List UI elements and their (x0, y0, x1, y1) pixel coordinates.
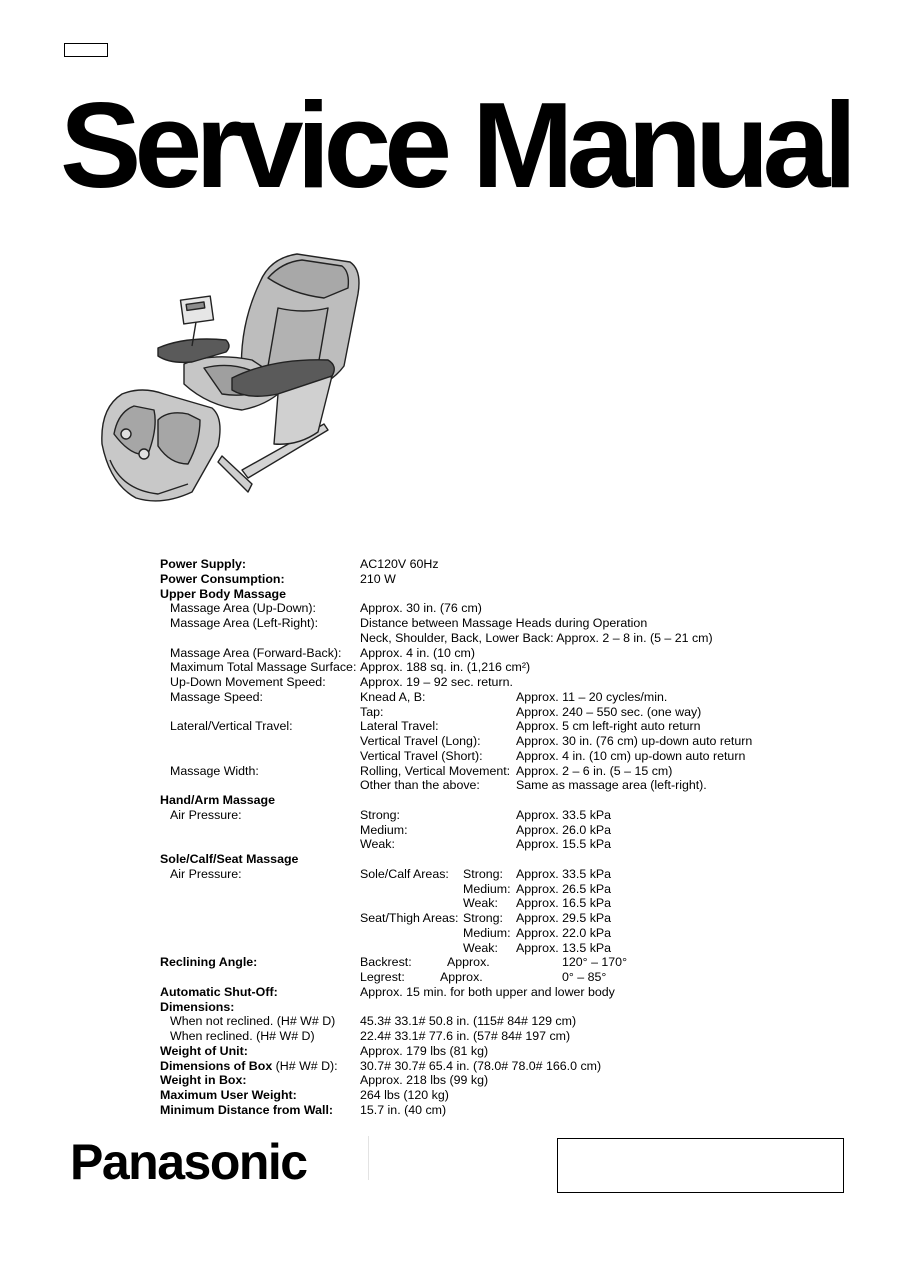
spec-label: Maximum Total Massage Surface: (170, 660, 357, 675)
spec-section-hand-arm (160, 793, 760, 808)
spec-value: Neck, Shoulder, Back, Lower Back: Approx. 2 – 8 in. (5 – 21 cm) (360, 630, 713, 645)
spec-section-upper-body (160, 587, 760, 602)
spec-row-hand-medium (160, 823, 760, 838)
spec-label: Maximum User Weight: (160, 1088, 297, 1102)
spec-value: Approx. 16.5 kPa (516, 896, 612, 911)
spec-sublabel: Approx. (440, 970, 483, 984)
spec-label: Massage Speed: (170, 689, 263, 704)
spec-row-sole-medium (160, 882, 760, 897)
spec-row-not-reclined (160, 1014, 760, 1029)
spec-row-updown-speed (160, 675, 760, 690)
section-heading: Upper Body Massage (160, 586, 287, 601)
spec-value: Approx. 179 lbs (81 kg) (360, 1043, 489, 1058)
spec-value: Approx. 5 cm left-right auto return (516, 719, 701, 734)
spec-sublabel: Tap: (360, 704, 384, 719)
spec-sublabel: Rolling, Vertical Movement: (360, 763, 511, 778)
spec-sublabel: Medium: (463, 925, 511, 940)
spec-row-travel-vlong (160, 734, 760, 749)
spec-value: Approx. 2 – 6 in. (5 – 15 cm) (516, 763, 673, 778)
spec-value: Approx. 30 in. (76 cm) (360, 601, 482, 616)
spec-value: Approx. 13.5 kPa (516, 940, 612, 955)
spec-value: Approx. 240 – 550 sec. (one way) (516, 704, 702, 719)
spec-table (160, 557, 760, 1118)
spec-label: Lateral/Vertical Travel: (170, 719, 293, 734)
spec-label: Automatic Shut-Off: (160, 984, 278, 999)
model-number-box (557, 1138, 844, 1193)
spec-sublabel: Knead A, B: (360, 689, 426, 704)
logo-divider (368, 1136, 369, 1180)
spec-label: Massage Area (Up-Down): (170, 601, 316, 616)
spec-value: Distance between Massage Heads during Operation (360, 616, 648, 630)
spec-row-sole-strong (160, 867, 760, 882)
spec-label: Up-Down Movement Speed: (170, 675, 326, 689)
spec-label: Minimum Distance from Wall: (160, 1102, 334, 1117)
spec-row-travel-vshort (160, 749, 760, 764)
spec-row-total-surface (160, 660, 760, 675)
spec-sublabel: Seat/Thigh Areas: (360, 911, 459, 925)
spec-label: Power Consumption: (160, 571, 285, 586)
spec-label-rest: (H# W# D): (272, 1058, 338, 1073)
panasonic-logo: Panasonic (70, 1134, 307, 1190)
spec-row-weight-unit (160, 1044, 760, 1059)
spec-row-max-user (160, 1088, 760, 1103)
spec-label: Air Pressure: (170, 807, 242, 822)
spec-row-speed-knead (160, 690, 760, 705)
spec-value: Approx. 33.5 kPa (516, 807, 612, 822)
spec-row-seat-weak (160, 941, 760, 956)
spec-sublabel: Backrest: (360, 955, 412, 970)
spec-sublabel: Other than the above: (360, 778, 480, 793)
spec-row-power-supply (160, 557, 760, 572)
spec-value: Approx. 4 in. (10 cm) up-down auto return (516, 748, 746, 763)
spec-row-shutoff (160, 985, 760, 1000)
spec-label: Massage Area (Forward-Back): (170, 645, 342, 660)
spec-row-seat-medium (160, 926, 760, 941)
spec-row-width-other (160, 778, 760, 793)
spec-row-reclined (160, 1029, 760, 1044)
spec-value: Approx. 29.5 kPa (516, 911, 612, 925)
spec-label (160, 1059, 338, 1074)
spec-value: Approx. 19 – 92 sec. return. (360, 675, 513, 689)
spec-label: Massage Width: (170, 763, 259, 778)
spec-sublabel: Strong: (463, 866, 503, 881)
spec-value: Approx. 33.5 kPa (516, 866, 612, 881)
spec-value: 264 lbs (120 kg) (360, 1088, 449, 1102)
spec-value: 0° – 85° (562, 970, 607, 984)
spec-row-hand-strong (160, 808, 760, 823)
spec-value: Approx. 188 sq. in. (1,216 cm²) (360, 660, 531, 675)
massage-chair-illustration (92, 248, 374, 506)
spec-row-speed-tap (160, 705, 760, 720)
spec-sublabel: Vertical Travel (Long): (360, 734, 481, 748)
spec-value: Approx. 15 min. for both upper and lower body (360, 984, 615, 999)
spec-row-box-dimensions (160, 1059, 760, 1074)
spec-row-hand-weak (160, 837, 760, 852)
top-label-box (64, 43, 108, 57)
spec-row-power-consumption (160, 572, 760, 587)
spec-row-travel-lateral (160, 719, 760, 734)
spec-row-backrest (160, 955, 760, 970)
spec-row-area-fb (160, 646, 760, 661)
spec-row-seat-strong (160, 911, 760, 926)
spec-value: Approx. 4 in. (10 cm) (360, 645, 476, 660)
spec-sublabel: Vertical Travel (Short): (360, 748, 483, 763)
spec-section-dimensions (160, 1000, 760, 1015)
spec-value: Approx. 30 in. (76 cm) up-down auto return (516, 734, 753, 748)
section-heading: Dimensions: (160, 999, 235, 1014)
spec-row-area-lr (160, 616, 760, 631)
spec-sublabel: Strong: (360, 807, 400, 822)
spec-row-sole-weak (160, 896, 760, 911)
spec-sublabel: Medium: (360, 822, 408, 837)
spec-label: Reclining Angle: (160, 955, 258, 970)
spec-value: Same as massage area (left-right). (516, 778, 707, 793)
spec-sublabel: Weak: (360, 837, 395, 852)
spec-value: AC120V 60Hz (360, 557, 439, 571)
spec-value: 120° – 170° (562, 955, 628, 970)
spec-label-bold: Dimensions of Box (160, 1058, 273, 1073)
spec-row-weight-box (160, 1073, 760, 1088)
spec-sublabel: Sole/Calf Areas: (360, 866, 449, 881)
spec-value: Approx. 11 – 20 cycles/min. (516, 689, 668, 704)
spec-label: When reclined. (H# W# D) (170, 1029, 315, 1043)
spec-row-area-ud (160, 601, 760, 616)
spec-row-width-rolling (160, 764, 760, 779)
spec-row-min-wall (160, 1103, 760, 1118)
spec-value: Approx. 15.5 kPa (516, 837, 612, 852)
section-heading: Sole/Calf/Seat Massage (160, 852, 299, 866)
spec-value: 210 W (360, 571, 396, 586)
spec-sublabel: Approx. (447, 955, 490, 970)
spec-label: When not reclined. (H# W# D) (170, 1014, 336, 1029)
spec-row-legrest (160, 970, 760, 985)
section-heading: Hand/Arm Massage (160, 793, 275, 807)
spec-label: Weight of Unit: (160, 1043, 248, 1058)
spec-value: 30.7# 30.7# 65.4 in. (78.0# 78.0# 166.0 cm) (360, 1058, 602, 1073)
spec-value: 15.7 in. (40 cm) (360, 1102, 447, 1117)
spec-label: Power Supply: (160, 557, 247, 571)
spec-sublabel: Weak: (463, 940, 498, 955)
spec-value: Approx. 22.0 kPa (516, 925, 612, 940)
spec-sublabel: Medium: (463, 881, 511, 896)
spec-value: Approx. 26.0 kPa (516, 822, 612, 837)
spec-row-area-lr-detail (160, 631, 760, 646)
spec-sublabel: Strong: (463, 911, 503, 925)
spec-label: Air Pressure: (170, 866, 242, 881)
spec-sublabel: Weak: (463, 896, 498, 911)
spec-label: Weight in Box: (160, 1073, 247, 1088)
spec-label: Massage Area (Left-Right): (170, 616, 319, 630)
spec-value: 45.3# 33.1# 50.8 in. (115# 84# 129 cm) (360, 1014, 577, 1029)
spec-sublabel: Legrest: (360, 970, 405, 984)
spec-value: 22.4# 33.1# 77.6 in. (57# 84# 197 cm) (360, 1029, 571, 1043)
page-title: Service Manual (60, 77, 851, 213)
spec-value: Approx. 218 lbs (99 kg) (360, 1073, 489, 1088)
spec-section-sole-calf-seat (160, 852, 760, 867)
spec-value: Approx. 26.5 kPa (516, 881, 612, 896)
spec-sublabel: Lateral Travel: (360, 719, 439, 734)
